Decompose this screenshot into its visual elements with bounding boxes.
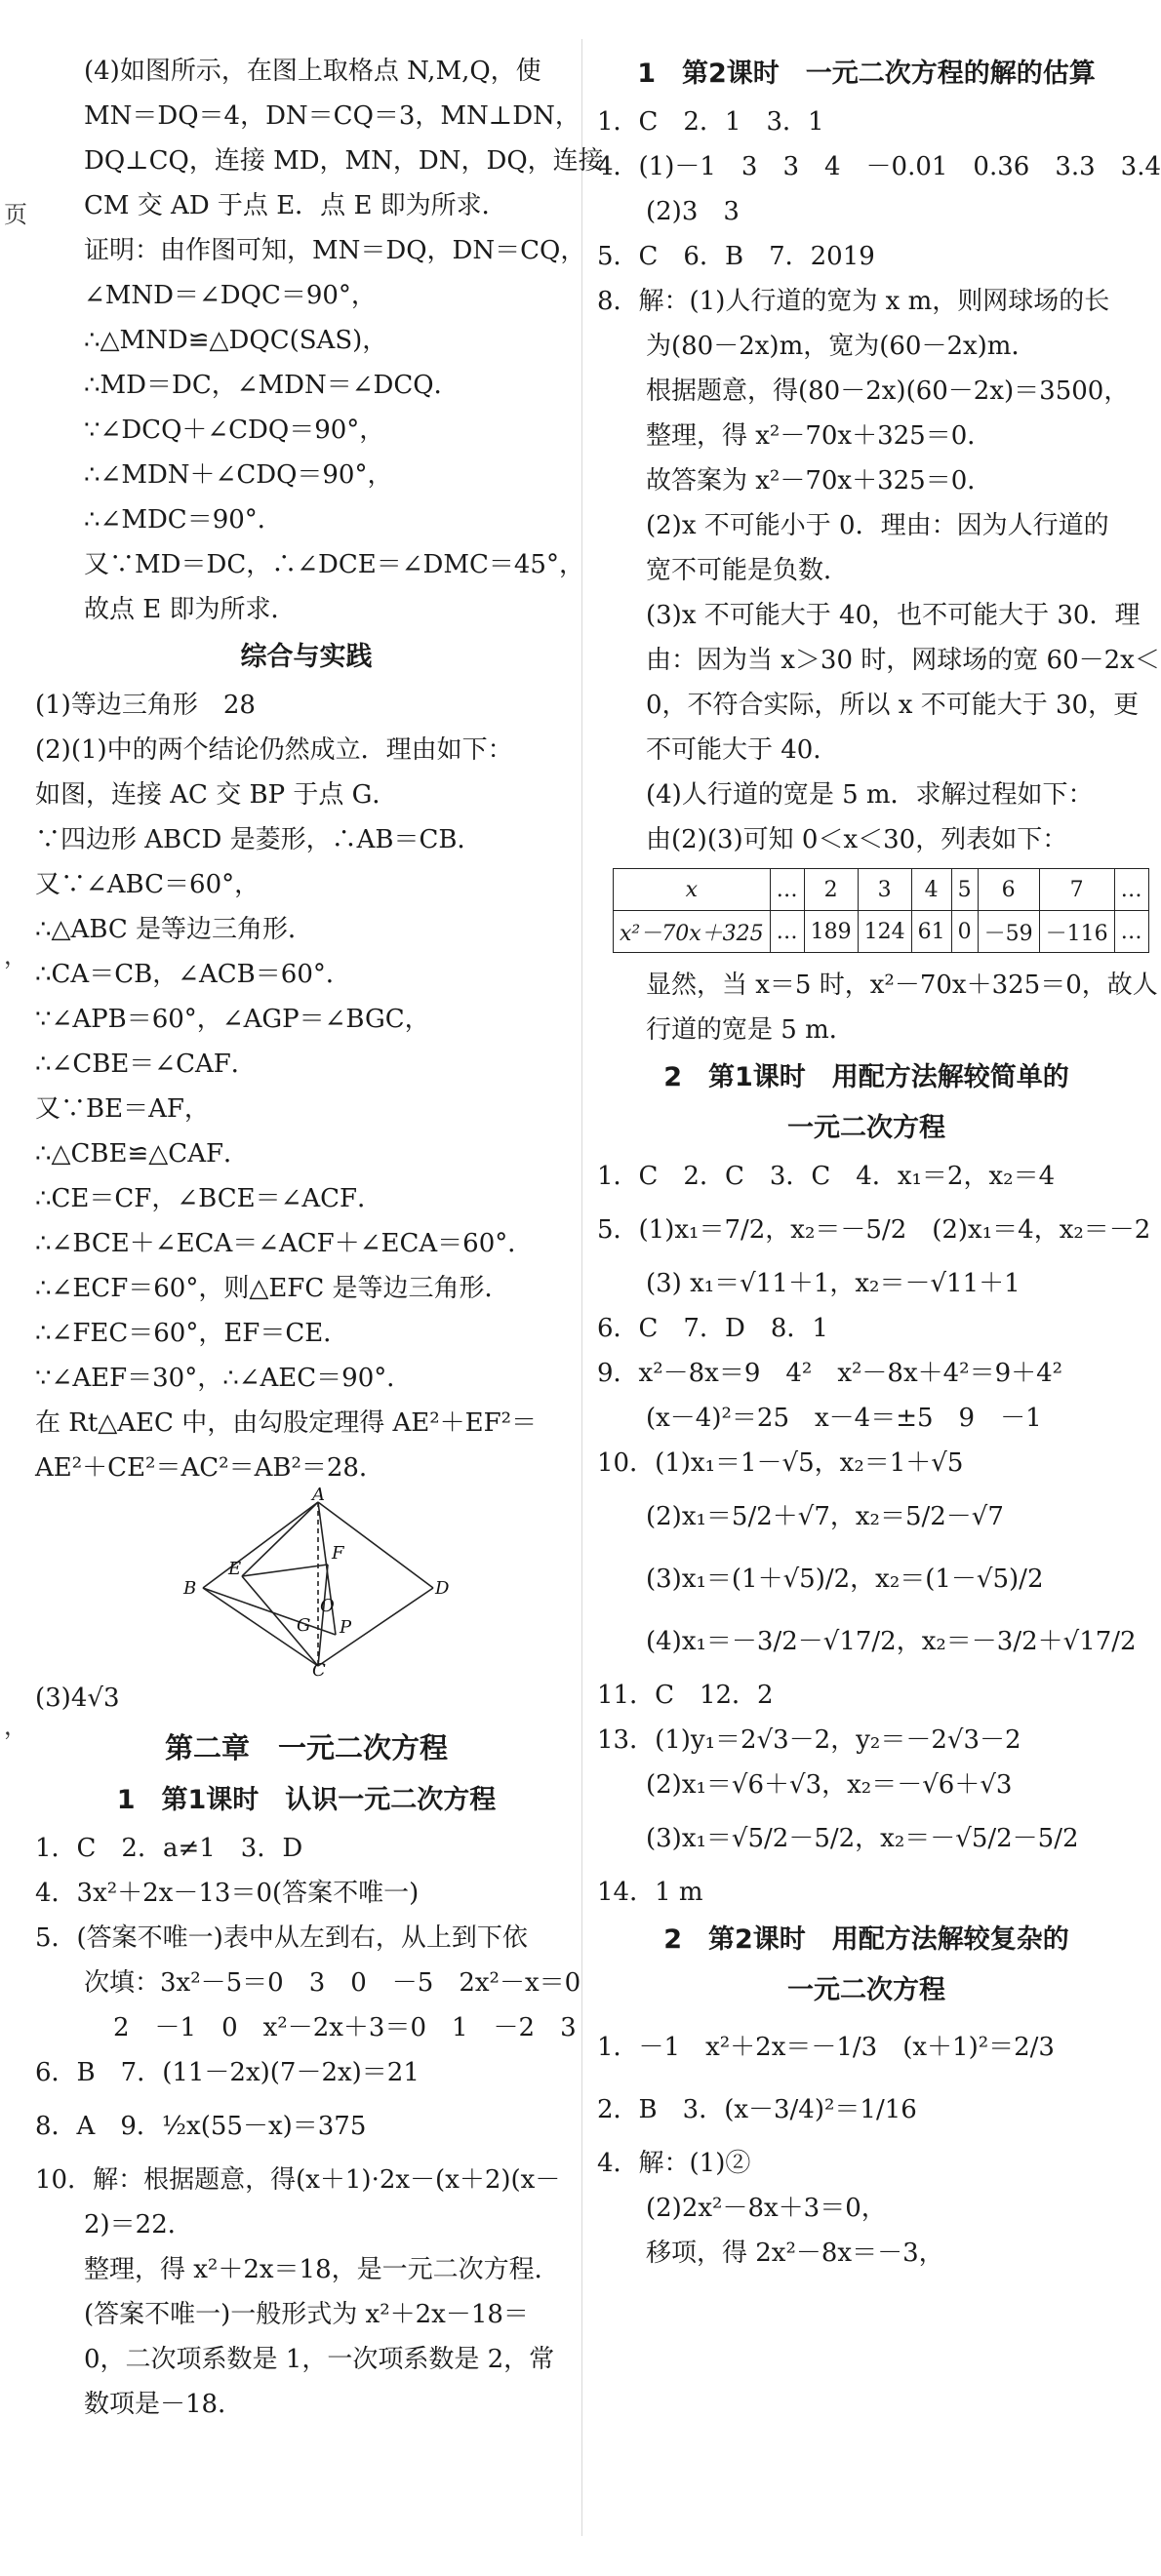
point-label: P <box>340 1617 352 1638</box>
text-line: 8．解：(1)人行道的宽为 x m，则网球场的长 <box>597 287 1110 316</box>
table-cell: －59 <box>978 911 1039 953</box>
table-cell: 0 <box>951 911 978 953</box>
text-line: ∴∠BCE＋∠ECA＝∠ACF＋∠ECA＝60°． <box>35 1229 534 1258</box>
text-line: 6．C 7．D 8．1 <box>597 1314 828 1343</box>
point-label: A <box>312 1485 325 1505</box>
text-line: ∵∠AEF＝30°，∴∠AEC＝90°． <box>35 1364 413 1393</box>
point-label: C <box>312 1660 326 1681</box>
text-line: 故点 E 即为所求． <box>84 595 297 624</box>
chapter-title: 第二章 一元二次方程 <box>164 1731 448 1764</box>
table-cell: … <box>770 911 804 953</box>
table-row <box>614 869 1149 911</box>
text-line: 10．解：根据题意，得(x＋1)·2x－(x＋2)(x－ <box>35 2165 561 2195</box>
text-line: 2 －1 0 x²－2x＋3＝0 1 －2 3 <box>113 2013 577 2042</box>
text-line: 数项是－18． <box>84 2390 244 2419</box>
lesson-title: 2 第2课时 用配方法解较复杂的 <box>663 1924 1069 1955</box>
value-table <box>613 868 1149 953</box>
text-line: 由(2)(3)可知 0＜x＜30，列表如下： <box>646 825 1068 854</box>
text-line: 14．1 m <box>597 1878 703 1907</box>
text-line: 5．C 6．B 7．2019 <box>597 242 875 271</box>
text-line: 4．解：(1)② <box>597 2149 751 2178</box>
text-line: (3)4√3 <box>35 1684 120 1713</box>
lesson-title: 1 第2课时 一元二次方程的解的估算 <box>637 59 1096 89</box>
text-line: 1．C 2．1 3．1 <box>597 107 824 137</box>
point-label: B <box>183 1578 197 1599</box>
text-line: 又∵MD＝DC，∴∠DCE＝∠DMC＝45°， <box>84 550 584 579</box>
text-line: 又∵BE＝AF， <box>35 1094 210 1124</box>
margin-mark: ， <box>4 1713 27 1740</box>
table-cell: x <box>614 869 771 911</box>
text-line: (2)x₁＝√6＋√3，x₂＝－√6＋√3 <box>646 1770 1013 1800</box>
value-table-wrap <box>597 868 1142 953</box>
text-line: (3)x₁＝(1＋√5)/2，x₂＝(1－√5)/2 <box>646 1565 1044 1594</box>
text-line: (x－4)²＝25 x－4＝±5 9 －1 <box>646 1404 1042 1433</box>
text-line: 宽不可能是负数． <box>646 556 850 585</box>
table-cell: 4 <box>911 869 951 911</box>
text-line: ∠MND＝∠DQC＝90°， <box>84 281 377 310</box>
point-label: O <box>320 1596 335 1616</box>
table-cell: … <box>1114 911 1148 953</box>
text-line: (3)x 不可能大于 40，也不可能大于 30．理 <box>646 601 1141 630</box>
text-line: 在 Rt△AEC 中，由勾股定理得 AE²＋EF²＝ <box>35 1408 538 1438</box>
text-line: 0，不符合实际，所以 x 不可能大于 30，更 <box>646 691 1140 720</box>
table-cell: … <box>770 869 804 911</box>
text-line: 1．－1 x²＋2x＝－1/3 (x＋1)²＝2/3 <box>597 2033 1055 2062</box>
text-line: 5．(1)x₁＝7/2，x₂＝－5/2 (2)x₁＝4，x₂＝－2 <box>597 1215 1151 1245</box>
rhombus-diagram <box>172 1485 450 1681</box>
text-line: (2)x 不可能小于 0．理由：因为人行道的 <box>646 511 1109 540</box>
text-line: 10．(1)x₁＝1－√5，x₂＝1＋√5 <box>597 1448 964 1478</box>
text-line: 4．3x²＋2x－13＝0(答案不唯一) <box>35 1879 420 1908</box>
text-line: ∵四边形 ABCD 是菱形，∴AB＝CB． <box>35 825 483 854</box>
text-line: (2)2x²－8x＋3＝0， <box>646 2194 887 2223</box>
text-line: (2)3 3 <box>646 197 740 226</box>
text-line: (3) x₁＝√11＋1，x₂＝－√11＋1 <box>646 1269 1021 1298</box>
section-title: 综合与实践 <box>240 642 373 672</box>
text-line: (2)x₁＝5/2＋√7，x₂＝5/2－√7 <box>646 1502 1004 1531</box>
table-cell: 7 <box>1039 869 1114 911</box>
text-line: CM 交 AD 于点 E．点 E 即为所求． <box>84 191 507 220</box>
text-line: 移项，得 2x²－8x＝－3， <box>646 2239 944 2268</box>
text-line: ∴∠MDN＋∠CDQ＝90°， <box>84 460 393 490</box>
text-line: 显然，当 x＝5 时，x²－70x＋325＝0，故人 <box>646 971 1158 1000</box>
text-line: 次填：3x²－5＝0 3 0 －5 2x²－x＝0 <box>84 1968 581 1998</box>
text-line: 13．(1)y₁＝2√3－2，y₂＝－2√3－2 <box>597 1725 1021 1755</box>
table-cell: 2 <box>804 869 858 911</box>
geometry-figure <box>35 1485 578 1681</box>
text-line: (2)(1)中的两个结论仍然成立．理由如下： <box>35 735 513 765</box>
text-line: 故答案为 x²－70x＋325＝0． <box>646 466 993 495</box>
text-line: 6．B 7．(11－2x)(7－2x)＝21 <box>35 2058 420 2087</box>
text-line: ∵∠DCQ＋∠CDQ＝90°， <box>84 416 385 445</box>
text-line: ∴△CBE≌△CAF． <box>35 1139 250 1169</box>
table-cell: 189 <box>804 911 858 953</box>
text-line: 11．C 12．2 <box>597 1681 774 1710</box>
table-cell: … <box>1114 869 1148 911</box>
lesson-title: 2 第1课时 用配方法解较简单的 <box>663 1062 1069 1092</box>
point-label: F <box>332 1543 344 1564</box>
text-line: ∴CA＝CB，∠ACB＝60°． <box>35 960 351 989</box>
text-line: (4)x₁＝－3/2－√17/2，x₂＝－3/2＋√17/2 <box>646 1627 1137 1656</box>
text-line: AE²＋CE²＝AC²＝AB²＝28． <box>35 1453 384 1483</box>
table-cell: 3 <box>858 869 911 911</box>
table-cell: 6 <box>978 869 1039 911</box>
text-line: 1．C 2．C 3．C 4．x₁＝2，x₂＝4 <box>597 1162 1056 1191</box>
text-line: 不可能大于 40． <box>646 735 839 765</box>
text-line: (3)x₁＝√5/2－5/2，x₂＝－√5/2－5/2 <box>646 1824 1079 1853</box>
lesson-title: 1 第1课时 认识一元二次方程 <box>116 1785 497 1815</box>
right-column <box>597 49 1161 2276</box>
text-line: 8．A 9．½x(55－x)＝375 <box>35 2112 367 2141</box>
lesson-title: 一元二次方程 <box>787 1113 945 1143</box>
text-line: MN＝DQ＝4，DN＝CQ＝3，MN⊥DN， <box>84 101 580 131</box>
text-line: 5．(答案不唯一)表中从左到右，从上到下依 <box>35 1923 528 1953</box>
text-line: 根据题意，得(80－2x)(60－2x)＝3500， <box>646 376 1130 406</box>
text-line: ∴∠FEC＝60°，EF＝CE． <box>35 1319 349 1348</box>
text-line: 为(80－2x)m，宽为(60－2x)m． <box>646 332 1037 361</box>
left-column <box>35 49 604 2427</box>
point-label: E <box>228 1559 242 1579</box>
column-divider <box>581 39 582 2536</box>
table-cell: 5 <box>951 869 978 911</box>
text-line: 又∵∠ABC＝60°， <box>35 870 260 899</box>
text-line: 证明：由作图可知，MN＝DQ，DN＝CQ， <box>84 236 586 265</box>
text-line: ∴∠MDC＝90°． <box>84 505 283 535</box>
table-cell: －116 <box>1039 911 1114 953</box>
text-line: 行道的宽是 5 m． <box>646 1015 855 1045</box>
text-line: 整理，得 x²＋2x＝18，是一元二次方程． <box>84 2255 560 2284</box>
text-line: ∴△ABC 是等边三角形． <box>35 915 314 944</box>
table-cell: 61 <box>911 911 951 953</box>
text-line: (答案不唯一)一般形式为 x²＋2x－18＝ <box>84 2300 529 2329</box>
margin-mark: ， <box>4 942 27 970</box>
text-line: (4)人行道的宽是 5 m．求解过程如下： <box>646 780 1094 810</box>
text-line: ∵∠APB＝60°，∠AGP＝∠BGC， <box>35 1005 430 1034</box>
text-line: 由：因为当 x＞30 时，网球场的宽 60－2x＜ <box>646 646 1160 675</box>
text-line: ∴△MND≌△DQC(SAS)， <box>84 326 388 355</box>
text-line: 9．x²－8x＝9 4² x²－8x＋4²＝9＋4² <box>597 1359 1063 1388</box>
table-cell: 124 <box>858 911 911 953</box>
table-cell: x²－70x＋325 <box>614 911 771 953</box>
text-line: ∴∠CBE＝∠CAF． <box>35 1050 257 1079</box>
text-line: (4)如图所示，在图上取格点 N,M,Q，使 <box>84 57 541 86</box>
text-line: 4．(1)－1 3 3 4 －0.01 0.36 3.3 3.4 <box>597 152 1161 181</box>
text-line: 整理，得 x²－70x＋325＝0． <box>646 421 993 451</box>
text-line: 如图，连接 AC 交 BP 于点 G． <box>35 780 398 810</box>
margin-mark: 页 <box>4 201 27 228</box>
text-line: ∴MD＝DC，∠MDN＝∠DCQ． <box>84 371 460 400</box>
text-line: 2．B 3．(x－3/4)²＝1/16 <box>597 2095 917 2124</box>
text-line: DQ⊥CQ，连接 MD，MN，DN，DQ，连接 <box>84 146 604 176</box>
point-label: G <box>297 1615 311 1636</box>
point-label: D <box>435 1578 450 1599</box>
text-line: (1)等边三角形 28 <box>35 691 256 720</box>
text-line: ∴∠ECF＝60°，则△EFC 是等边三角形． <box>35 1274 510 1303</box>
text-line: 0，二次项系数是 1，一次项系数是 2，常 <box>84 2345 555 2374</box>
text-line: ∴CE＝CF，∠BCE＝∠ACF． <box>35 1184 383 1213</box>
lesson-title: 一元二次方程 <box>787 1975 945 2005</box>
text-line: 2)＝22． <box>84 2210 193 2239</box>
table-row <box>614 911 1149 953</box>
text-line: 1．C 2．a≠1 3．D <box>35 1834 303 1863</box>
